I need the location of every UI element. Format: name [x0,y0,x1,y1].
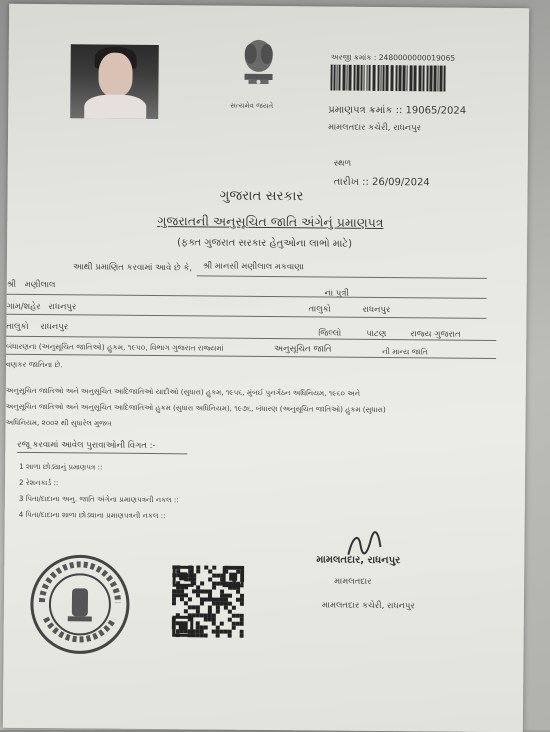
barcode [330,65,448,92]
national-emblem-icon [230,36,287,100]
applicant-photo [70,44,159,119]
certify-prefix: આથી પ્રમાણિત કરવામાં આવે છે કે, [72,262,193,274]
caste-name: વણકર જાતિના છે. [5,359,63,370]
issue-date: તારીખ :: 26/09/2024 [333,176,430,189]
place-label: સ્થળ [333,158,352,169]
footer-office: મામલતદાર કચેરી, રાધનપુર [321,600,415,612]
father-label: શ્રી [6,279,17,290]
para-line-1: અનુસૂચિત જાતિઓ અને અનુસૂચિત આદિજાતિઓ યાદીઓ (સુધારા) હુકમ, ૧૯૫૬, મુંબઈ પુનર્ગઠન અધિનિયમ, ૧૯૬૦ અને [5,385,361,398]
sign-stamp: મામલતદાર, રાધનપુર [316,554,401,567]
document-item: 2 રેશનકાર્ડ :: [18,477,59,488]
emblem-caption: સત્યમેવ જયતે [230,101,274,111]
district-label: જિલ્લો [318,328,342,339]
document-item: 3 પિતા/દાદાના અનુ. જાતિ અંગેના પ્રમાણપત્રની નકલ :: [18,493,179,505]
certificate-paper [3,4,529,732]
village-value: રાધનપુર [48,302,77,313]
state-label: રાજ્ય [410,329,432,340]
certificate-subtitle: (ફક્ત ગુજરાત સરકાર હેતુઓના લાભો માટે) [177,237,353,250]
qr-code [172,565,245,638]
caste-suffix: ની માન્ય જાતિ [382,347,428,357]
certificate-title: ગુજરાતની અનુસૂચિત જાતિ અંગેનું પ્રમાણપત્ર [157,213,384,231]
line4-value: રાધનપુર [40,322,69,333]
issuing-office: મામલતદાર કચેરી, રાધનપુર [328,122,422,134]
village-label: ગામ/શહેર [6,301,41,313]
documents-heading: રજૂ કરવામાં આવેલ પુરાવાઓની વિગત :- [17,439,156,452]
constitution-text: બંધારણના (અનુસૂચિત જાતિઓ) હુકમ, ૧૯૫૦, વિભાગ ગુજરાત રાજ્યમાં [6,341,224,353]
para-line-3: અધિનિયમ, ૨૦૦૨ થી સુધારેલ મુજબ [5,417,112,428]
father-name: મણીલાલ [24,279,56,291]
district-value: પાટણ [366,328,387,340]
para-line-2: અનુસૂચિત જાતિઓ અને અનુસૂચિત આદિજાતિઓ હુકમ (સુધારા અધિનિયમ), ૧૯૭૬, બંધારણ (અનુસૂચિત જાતિઓ) હુકમ (સુધારા) [5,401,386,415]
applicant-name: શ્રી માનસી મણીલાલ મકવાણા [202,261,304,273]
taluka-value: રાધનપુર [362,304,391,316]
caste-category: અનુસૂચિત જાતિ [274,344,332,355]
document-item: 1 શાળા છોડ્યાનું પ્રમાણપત્ર :: [19,461,103,472]
application-number: અરજી ક્રમાંક : 2480000000019065 [330,52,456,63]
certificate-number: પ્રમાણપત્ર ક્રમાંક :: 19065/2024 [328,104,467,117]
office-seal-icon [27,552,132,657]
govt-title: ગુજરાત સરકાર [219,187,304,205]
designation: મામલતદાર [334,576,372,587]
line4-label: તાલુકો [6,321,29,332]
relation: ના પુત્રી [324,288,349,299]
document-item: 4 પિતા/દાદાના શાળા છોડ્યાના પ્રમાણપત્રની નકલ :: [18,509,166,521]
state-value: ગુજરાત [434,329,461,340]
taluka-label: તાલુકો [308,304,331,315]
